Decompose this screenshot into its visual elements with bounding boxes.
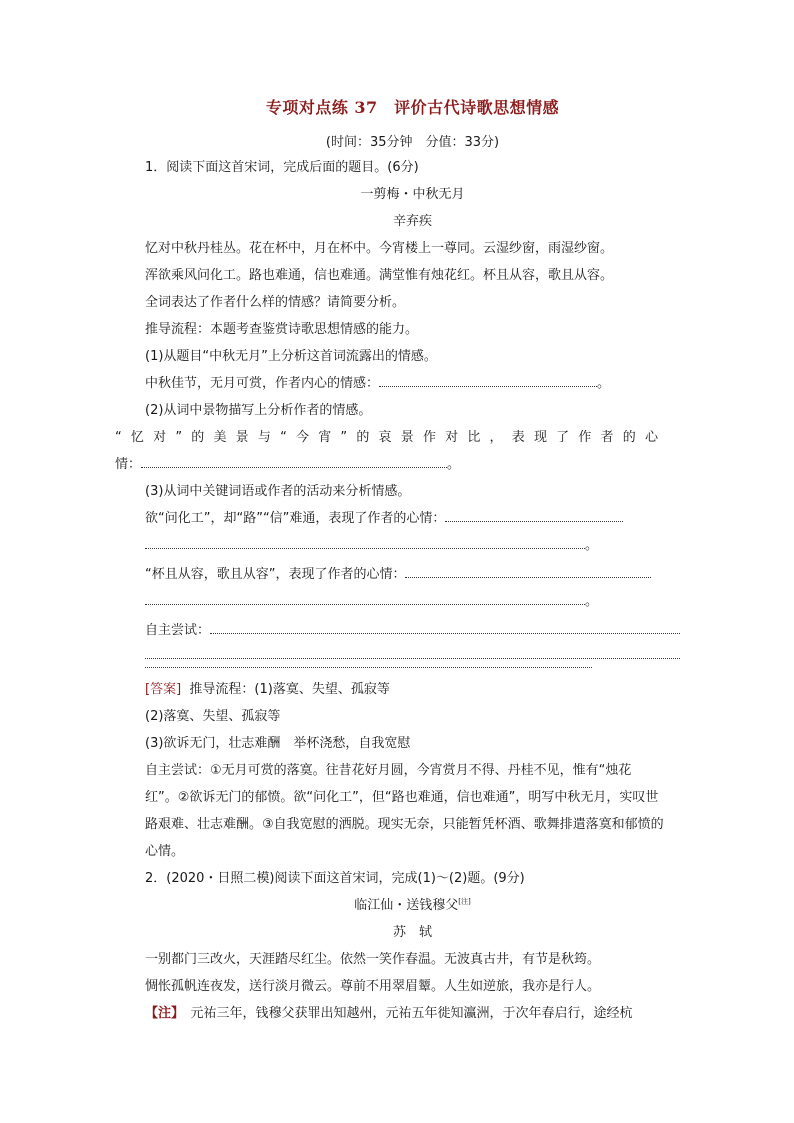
period: 。 [585,594,599,609]
guide-step-3-fill-b-label: “杯且从容，歌且从容”，表现了作者的心情： [145,567,406,582]
answer-paragraph-3: 路艰难、壮志难酬。③自我宽慰的洒脱。现实无奈，只能暂凭杯酒、歌舞排遣落寞和郁愤的 [145,817,664,832]
question-2-prompt: 2．(2020・日照二模)阅读下面这首宋词，完成(1)～(2)题。(9分) [145,871,525,886]
guide-step-2-fill-a: “忆对”的美景与“今宵”的哀景作对比，表现了作者的心 [115,430,668,445]
guide-step-3-fill-b [145,563,651,582]
period: 。 [597,376,611,391]
answer-blank-3b[interactable] [405,565,651,578]
answer-tag: [答案] [145,682,182,697]
poem-1-line-2: 浑欲乘风问化工。路也难通，信也难通。满堂惟有烛花红。杯且从容，歌且从容。 [145,268,614,283]
page-title: 专项对点练 37 评价古代诗歌思想情感 [265,98,560,117]
guide-step-3-fill-a [145,507,623,526]
self-try-blank-3[interactable] [145,655,592,668]
self-try-blank-1[interactable] [210,621,680,634]
poem-2-author: 苏 轼 [392,925,432,940]
guide-step-2-fill-b [115,453,460,472]
self-try-label: 自主尝试： [145,623,211,638]
answer-line-3: (3)欲诉无门，壮志难酬 举杯浇愁，自我宽慰 [145,736,411,751]
self-try-row-3 [145,655,592,672]
period: 。 [585,538,599,553]
guide-step-1-fill [145,372,610,391]
answer-blank-3b-cont[interactable] [145,592,585,605]
answer-paragraph-2: 红”。②欲诉无门的郁愤。欲“问化工”，但“路也难通，信也难通”，明写中秋无月，实叹世 [145,790,659,805]
poem-1-title: 一剪梅・中秋无月 [360,187,465,202]
guide-step-3: (3)从词中关键词语或作者的活动来分析情感。 [145,484,411,499]
period: 。 [447,457,461,472]
self-try-row [145,619,680,638]
note-text: 元祐三年，钱穆父获罪出知越州，元祐五年徙知瀛洲，于次年春启行，途经杭 [177,1006,633,1021]
question-1-ask: 全词表达了作者什么样的情感？请简要分析。 [145,295,406,310]
answer-line-2: (2)落寞、失望、孤寂等 [145,709,281,724]
note-marker: [注] [458,897,471,906]
answer-blank-1[interactable] [379,374,597,387]
poem-2-title-row [145,894,680,913]
question-1-prompt: 1．阅读下面这首宋词，完成后面的题目。(6分) [145,160,419,175]
answer-line-1: 推导流程：(1)落寞、失望、孤寂等 [189,682,390,697]
guide-intro: 推导流程：本题考查鉴赏诗歌思想情感的能力。 [145,322,419,337]
guide-step-2: (2)从词中景物描写上分析作者的情感。 [145,403,372,418]
poem-2-line-1: 一别都门三改火，天涯踏尽红尘。依然一笑作春温。无波真古井，有节是秋筠。 [145,952,601,967]
answer-paragraph-4: 心情。 [145,844,185,859]
note-tag: 【注】 [145,1006,178,1021]
guide-step-3-fill-a-cont [145,534,598,553]
answer-row-1 [145,678,390,697]
guide-step-1: (1)从题目“中秋无月”上分析这首词流露出的情感。 [145,349,437,364]
guide-step-3-fill-a-label: 欲“问化工”，却“路”“信”难通，表现了作者的心情： [145,511,446,526]
poem-1-line-1: 忆对中秋丹桂丛。花在杯中，月在杯中。今宵楼上一尊同。云湿纱窗，雨湿纱窗。 [145,241,614,256]
guide-step-2-fill-label: 情： [115,457,142,472]
answer-blank-2[interactable] [141,455,447,468]
answer-paragraph-1: 自主尝试：①无月可赏的落寞。往昔花好月圆，今宵赏月不得、丹桂不见，惟有“烛花 [145,763,632,778]
answer-blank-3a[interactable] [445,509,623,522]
poem-1-author: 辛弃疾 [392,214,432,229]
poem-2-line-2: 惆怅孤帆连夜发，送行淡月微云。尊前不用翠眉颦。人生如逆旅，我亦是行人。 [145,979,601,994]
guide-step-3-fill-b-cont [145,590,598,609]
poem-2-note [145,1002,633,1021]
time-score-meta: (时间：35分钟 分值：33分) [325,135,500,150]
poem-2-title: 临江仙・送钱穆父 [354,898,459,913]
answer-blank-3a-cont[interactable] [145,536,585,549]
guide-step-1-fill-label: 中秋佳节，无月可赏，作者内心的情感： [145,376,380,391]
